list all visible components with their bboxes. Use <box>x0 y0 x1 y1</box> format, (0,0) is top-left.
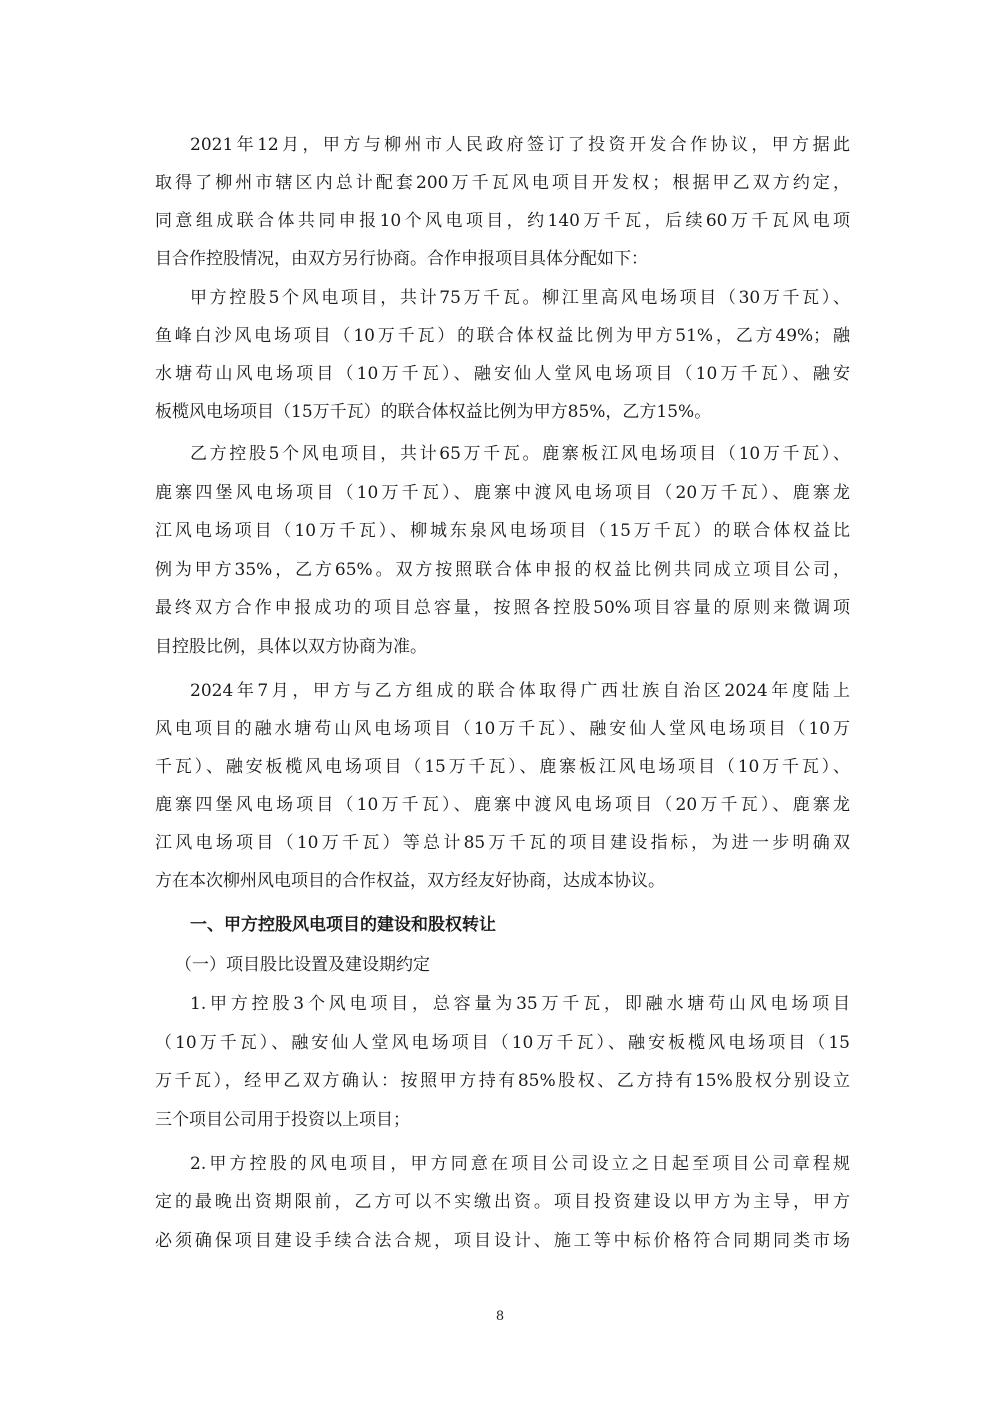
paragraph-line: 方在本次柳州风电项目的合作权益，双方经友好协商，达成本协议。 <box>155 871 665 891</box>
paragraph-line: 甲方控股5个风电项目，共计75万千瓦。柳江里高风电场项目（30万千瓦）、 <box>190 288 850 308</box>
paragraph-line: 千瓦）、融安板榄风电场项目（15万千瓦）、鹿寨板江风电场项目（10万千瓦）、 <box>155 757 850 777</box>
paragraph-line: 目合作控股情况，由双方另行协商。合作申报项目具体分配如下： <box>155 249 648 269</box>
subsection-heading: （一）项目股比设置及建设期约定 <box>175 955 430 975</box>
paragraph-line: 2021年12月，甲方与柳州市人民政府签订了投资开发合作协议，甲方据此 <box>190 135 850 155</box>
list-item-line: 定的最晚出资期限前，乙方可以不实缴出资。项目投资建设以甲方为主导，甲方 <box>155 1192 850 1212</box>
paragraph-line: 乙方控股5个风电项目，共计65万千瓦。鹿寨板江风电场项目（10万千瓦）、 <box>190 444 850 464</box>
section-heading: 一、甲方控股风电项目的建设和股权转让 <box>190 915 496 935</box>
paragraph-line: 鹿寨四堡风电场项目（10万千瓦）、鹿寨中渡风电场项目（20万千瓦）、鹿寨龙 <box>155 483 850 503</box>
list-item-line: 万千瓦），经甲乙双方确认：按照甲方持有85%股权、乙方持有15%股权分别设立 <box>155 1071 850 1091</box>
paragraph-line: 鹿寨四堡风电场项目（10万千瓦）、鹿寨中渡风电场项目（20万千瓦）、鹿寨龙 <box>155 795 850 815</box>
paragraph-line: 2024年7月，甲方与乙方组成的联合体取得广西壮族自治区2024年度陆上 <box>190 681 850 701</box>
page-number: 8 <box>495 1309 505 1324</box>
list-item-line: （10万千瓦）、融安仙人堂风电场项目（10万千瓦）、融安板榄风电场项目（15 <box>155 1033 850 1053</box>
list-item-line: 必须确保项目建设手续合法合规，项目设计、施工等中标价格符合同期同类市场 <box>155 1231 850 1251</box>
paragraph-line: 鱼峰白沙风电场项目（10万千瓦）的联合体权益比例为甲方51%，乙方49%；融 <box>155 326 850 346</box>
paragraph-line: 板榄风电场项目（15万千瓦）的联合体权益比例为甲方85%，乙方15%。 <box>155 402 712 422</box>
paragraph-line: 风电项目的融水塘苟山风电场项目（10万千瓦）、融安仙人堂风电场项目（10万 <box>155 719 850 739</box>
paragraph-line: 江风电场项目（10万千瓦）等总计85万千瓦的项目建设指标，为进一步明确双 <box>155 833 850 853</box>
paragraph-line: 江风电场项目（10万千瓦）、柳城东泉风电场项目（15万千瓦）的联合体权益比 <box>155 521 850 541</box>
paragraph-line: 同意组成联合体共同申报10个风电项目，约140万千瓦，后续60万千瓦风电项 <box>155 211 850 231</box>
paragraph-line: 最终双方合作申报成功的项目总容量，按照各控股50%项目容量的原则来微调项 <box>155 598 850 618</box>
paragraph-line: 取得了柳州市辖区内总计配套200万千瓦风电项目开发权；根据甲乙双方约定， <box>155 173 850 193</box>
paragraph-line: 水塘苟山风电场项目（10万千瓦）、融安仙人堂风电场项目（10万千瓦）、融安 <box>155 364 850 384</box>
list-item-line: 2.甲方控股的风电项目，甲方同意在项目公司设立之日起至项目公司章程规 <box>190 1154 850 1174</box>
paragraph-line: 目控股比例，具体以双方协商为准。 <box>155 637 427 657</box>
paragraph-line: 例为甲方35%，乙方65%。双方按照联合体申报的权益比例共同成立项目公司， <box>155 560 850 580</box>
list-item-line: 1.甲方控股3个风电项目，总容量为35万千瓦，即融水塘苟山风电场项目 <box>190 994 850 1014</box>
list-item-line: 三个项目公司用于投资以上项目； <box>155 1110 410 1130</box>
